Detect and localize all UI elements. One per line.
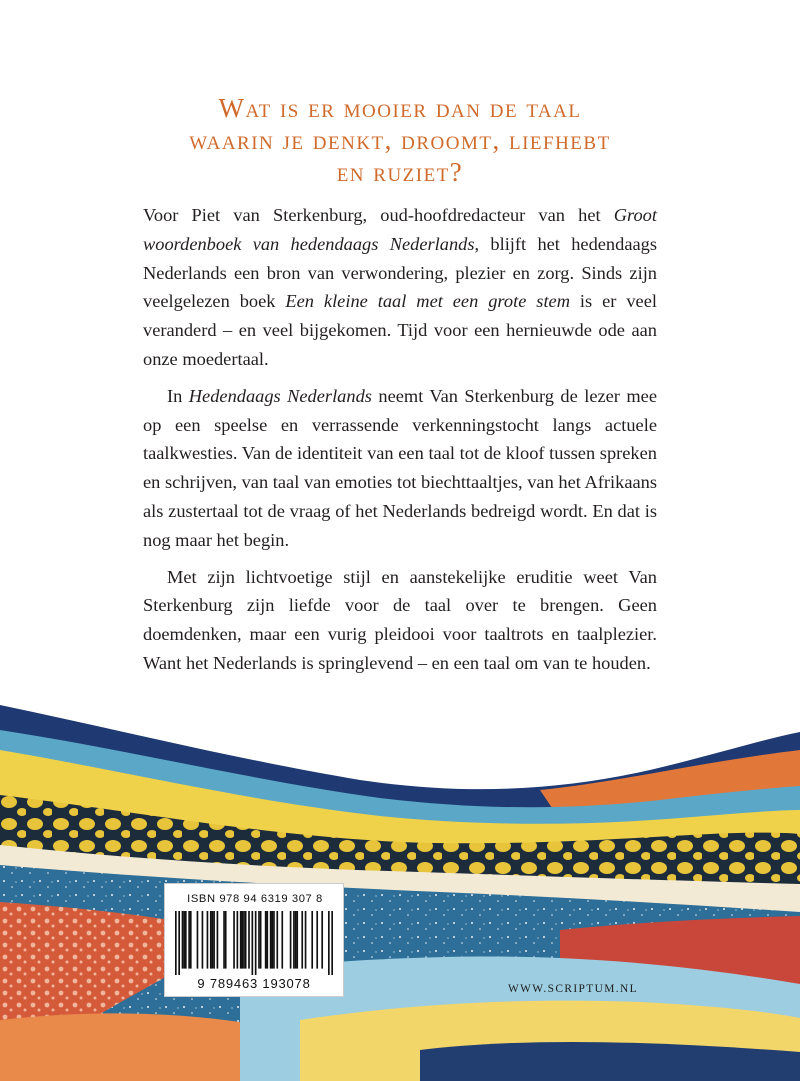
barcode-bar [293,911,295,969]
barcode-bar [290,911,292,969]
isbn-label: ISBN 978 94 6319 307 8 [187,893,323,905]
cover-headline [150,92,650,188]
blurb-paragraph-3: Met zijn lichtvoetige stijl en aanstekelijke eruditie weet Van Sterkenburg zijn liefde voor de taal over te brengen. Geen doemdenken, maar een vurig pleidooi voor taaltrots en taalplezier. Want het Nederlands is springlevend – en een taal om van te houden. [143,566,657,673]
barcode-bar [183,911,185,969]
book-title: Hedendaags Nederlands [188,385,372,406]
headline-line-3: en ruziet? [336,157,464,187]
book-title: Groot woordenboek van hedendaags Nederlands [143,205,657,254]
barcode-bar [178,911,180,975]
barcode-bar [242,911,244,969]
barcode-bar [265,911,267,969]
barcode-bar [321,911,323,969]
barcode-bar [210,911,212,969]
barcode-bar [225,911,227,969]
barcode-bar [207,911,209,969]
wave-orange-bottom [0,1013,240,1081]
barcode-bar [245,911,247,969]
barcode-bar [252,911,254,975]
blurb-text: neemt Van Sterkenburg de lezer mee op een speelse en verrassende verkenningstocht langs actuele taalkwesties. Van de identiteit van een taal tot de kloof tussen spreken en schrijven, van taal van emoties tot biechttaaltjes, van het Afrikaans als zustertaal tot de vraag of het Nederlands bedreigd wordt. En dat is nog maar het begin. [143,385,657,550]
barcode-bar [316,911,318,969]
barcode-bar [301,911,303,969]
blurb-text: In [167,385,189,406]
barcode-bar [233,911,235,969]
paper-waves-illustration [0,640,800,1081]
barcode-bar [237,911,239,969]
barcode-bar [273,911,275,969]
barcode-bar [212,911,214,969]
barcode-bar [255,911,257,975]
barcode-bar [202,911,204,969]
barcode-bar [266,911,268,969]
headline-line-1: Wat is er mooier dan de taal [218,93,582,123]
barcode-bar [185,911,187,969]
barcode-bar [276,911,278,969]
barcode-bar [188,911,190,969]
barcode-bar [190,911,192,969]
blurb-paragraph-2 [143,382,657,555]
barcode-bar [271,911,273,969]
blurb-text: is er veel veranderd – en veel bijgekomen. Tijd voor een hernieuwde ode aan onze moedertaal. [143,291,657,369]
barcode-bar [175,911,177,975]
barcode-bar [223,911,225,969]
blurb-paragraph-1 [143,201,657,374]
barcode-bar [295,911,297,969]
barcode-bar [217,911,219,969]
barcode-bar [258,911,260,969]
book-title: Een kleine taal met een grote stem [285,291,570,312]
barcode-bar [311,911,313,969]
barcode-bar [243,911,245,969]
barcode-bar [296,911,298,969]
barcode-bar [248,911,250,969]
blurb-text: Voor Piet van Sterkenburg, oud-hoofdredacteur van het [143,205,614,225]
barcode-bar [305,911,307,969]
barcode-bar [213,911,215,969]
barcode-bar [240,911,242,969]
isbn-barcode-box [164,883,344,997]
barcode-bar [260,911,262,969]
blurb [143,201,657,686]
blurb-text: , blijft het hedendaags Nederlands een bron van verwondering, plezier en zorg. Sinds zijn veelgelezen boek [143,233,657,312]
publisher-website: WWW.SCRIPTUM.NL [507,983,638,995]
barcode-bar [197,911,199,969]
barcode-bar [331,911,333,975]
barcode-bar [328,911,330,975]
barcode-digits: 9 789463 193078 [197,976,311,991]
headline-line-2: waarin je denkt, droomt, liefhebt [189,125,611,155]
barcode-bar [281,911,283,969]
barcode [175,911,333,975]
barcode-bar [270,911,272,969]
barcode-bar [182,911,184,969]
